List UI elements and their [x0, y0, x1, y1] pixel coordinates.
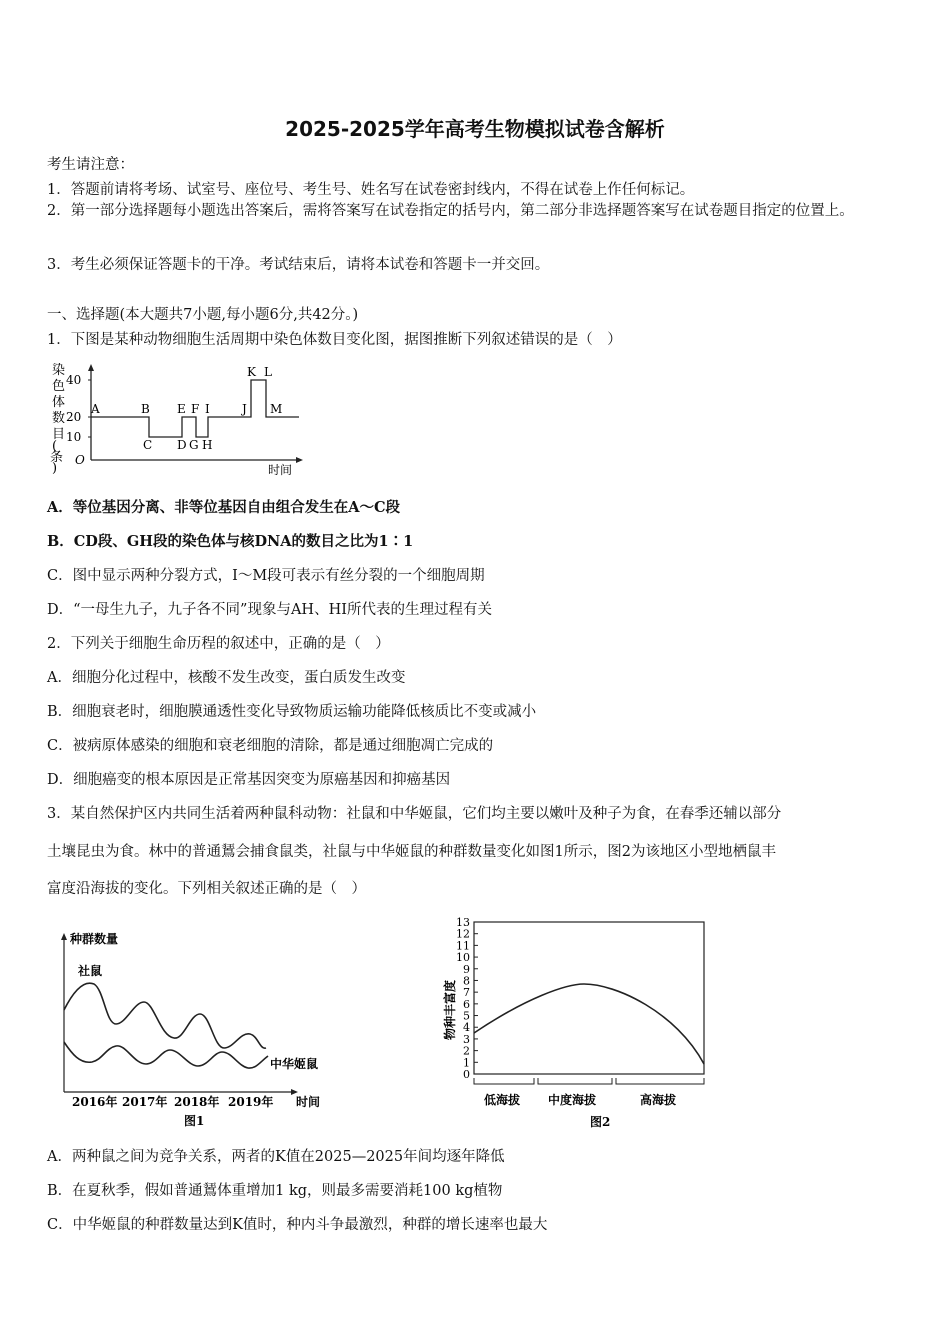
question-2-stem: 2．下列关于细胞生命历程的叙述中，正确的是（ ）	[47, 636, 390, 652]
question-3-option: C．中华姬鼠的种群数量达到K值时，种内斗争最激烈，种群的增长速率也最大	[47, 1217, 548, 1233]
y-axis-label: 物种丰富度	[443, 979, 457, 1040]
richness-figure-2	[436, 912, 726, 1132]
x-group-label: 中度海拔	[548, 1093, 597, 1107]
y-axis-label-char: 体	[52, 395, 66, 410]
question-2-option: B．细胞衰老时，细胞膜通透性变化导致物质运输功能降低核质比不变或减小	[47, 704, 537, 720]
question-1-stem: 1．下图是某种动物细胞生活周期中染色体数目变化图，据图推断下列叙述错误的是（ ）	[47, 332, 622, 348]
y-axis-label-char: 条	[50, 450, 64, 465]
series-line-shrew	[64, 983, 266, 1048]
question-3-stem-line: 富度沿海拔的变化。下列相关叙述正确的是（ ）	[47, 881, 366, 897]
y-tick-label: 20	[66, 410, 82, 424]
series-line-chinese-field-mouse	[64, 1042, 268, 1068]
series-label: 社鼠	[78, 964, 103, 978]
y-tick-label: 2	[463, 1044, 470, 1058]
question-1-option: B．CD段、GH段的染色体与核DNA的数目之比为1∶1	[47, 533, 414, 550]
x-axis-label: 时间	[296, 1095, 321, 1109]
y-tick-label: 0	[463, 1068, 470, 1081]
figure-caption: 图2	[590, 1115, 611, 1129]
notice-item: 2．第一部分选择题每小题选出答案后，需将答案写在试卷指定的括号内，第二部分非选择题答案写在试卷题目指定的位置上。	[47, 203, 854, 219]
point-label: E	[177, 402, 186, 416]
x-tick-label: 2019年	[228, 1095, 274, 1109]
question-1-option: D．“一母生九子，九子各不同”现象与AH、HI所代表的生理过程有关	[47, 602, 492, 618]
y-tick-label: 5	[463, 1009, 470, 1023]
question-1-option: A．等位基因分离、非等位基因自由组合发生在A～C段	[47, 499, 401, 516]
chromosome-count-figure	[44, 362, 314, 480]
y-tick-label: 10	[456, 951, 470, 965]
section-heading: 一、选择题(本大题共7小题,每小题6分,共42分。)	[47, 307, 359, 323]
point-label: H	[202, 438, 213, 452]
y-tick-label: 3	[463, 1032, 470, 1046]
notice-heading: 考生请注意：	[47, 157, 134, 173]
x-group-label: 低海拔	[484, 1093, 521, 1107]
question-3-stem-line: 土壤昆虫为食。林中的普通鵟会捕食鼠类，社鼠与中华姬鼠的种群数量变化如图1所示，图2为该地区小型地栖鼠丰	[47, 844, 776, 860]
point-label: I	[205, 402, 210, 416]
notice-item: 3．考生必须保证答题卡的干净。考试结束后，请将本试卷和答题卡一并交回。	[47, 257, 550, 273]
notice-item: 1．答题前请将考场、试室号、座位号、考生号、姓名写在试卷密封线内，不得在试卷上作任何标记。	[47, 182, 695, 198]
figure-caption: 图1	[184, 1114, 205, 1128]
y-axis-label-char: )	[52, 461, 58, 476]
point-label: D	[177, 438, 187, 452]
y-axis-label-char: 目	[52, 427, 66, 442]
point-label: J	[242, 402, 247, 416]
point-label: K	[247, 365, 256, 379]
origin-label: O	[75, 453, 85, 467]
y-tick-label: 9	[463, 962, 470, 976]
question-3-option: A．两种鼠之间为竞争关系，两者的K值在2025—2025年间均逐年降低	[47, 1149, 505, 1165]
y-axis-label-char: 色	[52, 379, 66, 394]
y-axis-label-char: (	[52, 439, 58, 454]
x-tick-label: 2017年	[122, 1095, 168, 1109]
x-tick-label: 2016年	[72, 1095, 118, 1109]
question-1-option: C．图中显示两种分裂方式，Ⅰ～M段可表示有丝分裂的一个细胞周期	[47, 568, 485, 584]
y-tick-label: 11	[456, 939, 470, 953]
richness-curve	[474, 984, 704, 1064]
question-3-stem-line: 3．某自然保护区内共同生活着两种鼠科动物：社鼠和中华姬鼠，它们均主要以嫩叶及种子为食，在春季还辅以部分	[47, 806, 782, 822]
x-axis-label: 时间	[268, 463, 293, 477]
population-figure-1	[58, 928, 338, 1128]
y-tick-label: 7	[463, 986, 470, 1000]
y-tick-label: 4	[463, 1021, 470, 1035]
y-axis-label: 种群数量	[70, 932, 119, 946]
point-label: L	[264, 365, 272, 379]
point-label: C	[143, 438, 153, 452]
x-group-label: 高海拔	[640, 1093, 677, 1107]
series-label: 中华姬鼠	[270, 1057, 319, 1071]
y-tick-label: 12	[456, 927, 470, 941]
y-tick-label: 13	[456, 916, 470, 929]
y-tick-label: 10	[66, 430, 82, 444]
point-label: F	[191, 402, 200, 416]
y-tick-label: 8	[463, 974, 470, 988]
question-2-option: A．细胞分化过程中，核酸不发生改变，蛋白质发生改变	[47, 670, 406, 686]
question-2-option: D．细胞癌变的根本原因是正常基因突变为原癌基因和抑癌基因	[47, 772, 451, 788]
question-3-option: B．在夏秋季，假如普通鵟体重增加1 kg，则最多需要消耗100 kg植物	[47, 1183, 503, 1199]
y-axis-label-char: 染	[52, 363, 66, 378]
question-2-option: C．被病原体感染的细胞和衰老细胞的清除，都是通过细胞凋亡完成的	[47, 738, 494, 754]
point-label: B	[141, 402, 150, 416]
y-tick-label: 1	[463, 1056, 470, 1070]
y-tick-label: 40	[66, 373, 82, 387]
y-tick-label: 6	[463, 997, 470, 1011]
point-label: M	[270, 402, 283, 416]
point-label: G	[189, 438, 199, 452]
page-title: 2025-2025学年高考生物模拟试卷含解析	[285, 117, 665, 141]
y-axis-label-char: 数	[52, 411, 66, 426]
x-tick-label: 2018年	[174, 1095, 220, 1109]
point-label: A	[91, 402, 100, 416]
